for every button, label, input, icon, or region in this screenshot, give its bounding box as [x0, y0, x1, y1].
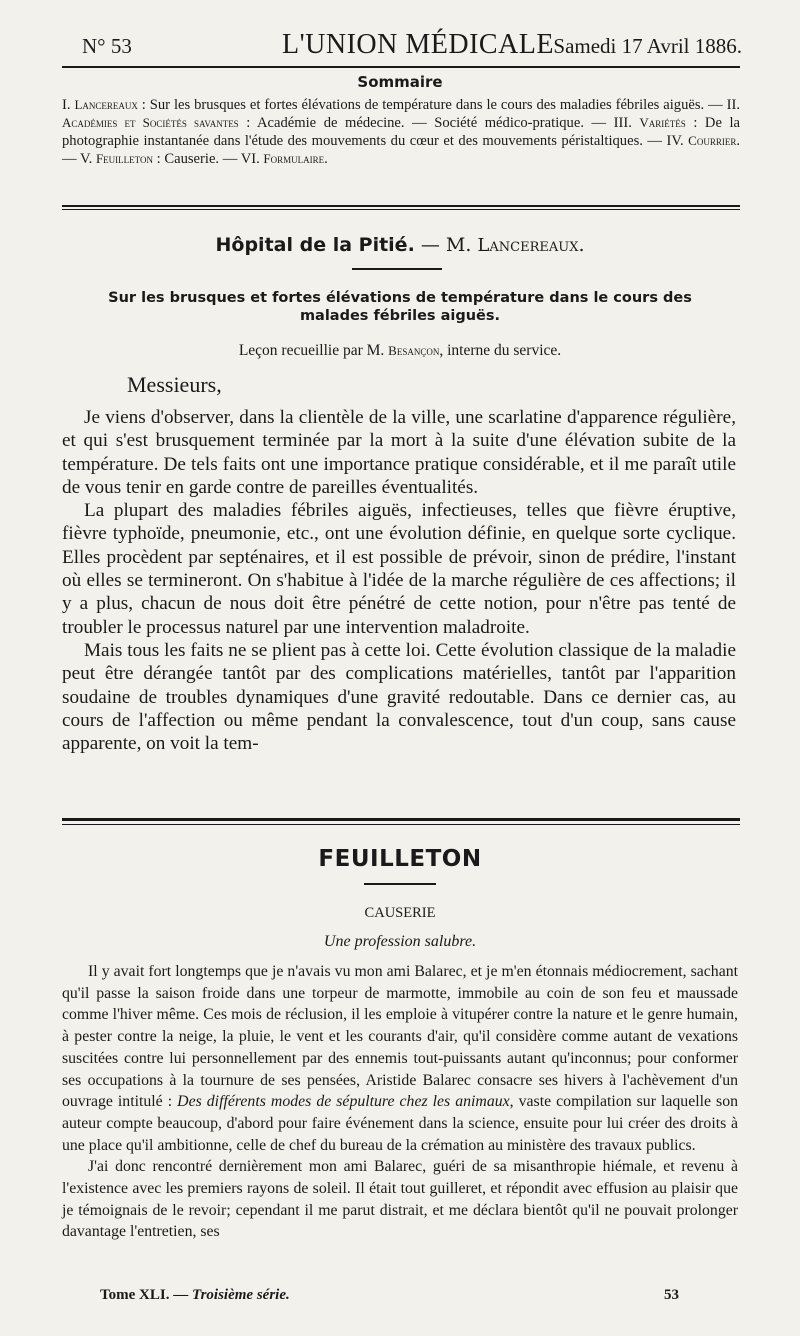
paragraph: [62, 961, 738, 1156]
paragraph: Mais tous les faits ne se plient pas à cette loi. Cette évolution classique de la maladie peut être dérangée tantôt par des complications matérielles, tantôt par l'apparition soudaine de troubles dynamiques d'une gravité redoutable. Dans ce dernier cas, au cours de l'affection ou même pendant la convalescence, tout d'un coup, sans cause apparente, on voit la tem-: [62, 639, 736, 755]
article-title: Sur les brusques et fortes élévations de température dans le cours des malades fébriles aiguës.: [108, 290, 692, 324]
sommaire-label: Variétés: [639, 115, 686, 130]
sommaire-rule-top: [62, 205, 740, 207]
footer-volume: [100, 1287, 290, 1304]
feuilleton-rule-top: [62, 818, 740, 821]
feuilleton-subtitle: Une profession salubre.: [323, 933, 477, 950]
sommaire-num: IV.: [666, 133, 684, 149]
sommaire-entry: .: [324, 151, 328, 167]
sommaire-label: Académies et Sociétés savantes: [62, 115, 239, 130]
feuilleton-section: CAUSERIE: [364, 905, 436, 921]
feuilleton-body: [62, 961, 738, 1243]
article-header-rule: [352, 268, 442, 270]
sommaire-entry: : Académie de médecine. — Société médico-pratique. —: [238, 115, 614, 131]
header-rule: [62, 66, 740, 68]
masthead: [82, 26, 742, 66]
author-end: .: [578, 234, 585, 256]
article-header: [0, 234, 800, 256]
sommaire-heading: Sommaire: [357, 73, 443, 91]
page-number: 53: [664, 1287, 679, 1303]
sommaire-num: II.: [726, 97, 740, 113]
sommaire-label: Feuilleton: [95, 151, 154, 166]
issue-number: N° 53: [82, 34, 132, 58]
text-run: Il y avait fort longtemps que je n'avais vu mon ami Balarec, et je m'en étonnais médiocrement, sachant qu'il passe la saison froide dans une torpeur de marmotte, immobile au coin de son feu et maussade comme l'hiver même. Ces mois de réclusion, il les emploie à vitupérer contre la nature et le genre humain, à pester contre la neige, la pluie, le vent et les courants d'air, qu'il considère comme autant de vexations suscitées contre lui personnellement par des ennemis tout-puissants autant qu'inconnus; pour conformer ses occupations à la tournure de ses pensées, Aristide Balarec consacre ses hivers à l'achèvement d'un ouvrage intitulé :: [62, 963, 738, 1111]
sommaire-label: Lancereaux: [74, 97, 138, 112]
paragraph: J'ai donc rencontré dernièrement mon ami Balarec, guéri de sa misanthropie hiémale, et revenu à l'existence avec les premiers rayons de soleil. Il était tout guilleret, et répondit avec effusion au plaisir que je témoignais de le revoir; cependant il me parut distrait, et me déclara bientôt qu'il ne pouvait prolonger davantage l'entretien, ses: [62, 1158, 738, 1241]
sommaire-label: Courrier: [688, 133, 737, 148]
paragraph: Je viens d'observer, dans la clientèle de la ville, une scarlatine d'apparence régulière, et qui s'est brusquement terminée par la mort à la suite d'une élévation subite de la température. De tels faits ont une importance pratique considérable, et il me paraît utile de vous tenir en garde contre de pareilles éventualités.: [62, 407, 736, 498]
feuilleton-title-rule: [364, 883, 436, 885]
sommaire-num: I.: [62, 97, 71, 113]
credit-name: Besançon: [388, 343, 440, 358]
sommaire-text: [62, 96, 740, 168]
sommaire-num: V.: [79, 151, 93, 167]
article-body: [62, 406, 736, 755]
paragraph: La plupart des maladies fébriles aiguës, infectieuses, telles que fièvre éruptive, fièvre typhoïde, pneumonie, etc., ont une évolution définie, en quelque sorte cyclique. Elles procèdent par septénaires, et il est possible de prévoir, sinon de prédire, l'instant où elles se termineront. On s'habitue à l'idée de la marche régulière de ces affections; il y a plus, chacun de nous doit être pénétré de cette notion, pour n'être pas tenté de troubler le processus naturel par une intervention maladroite.: [62, 500, 736, 638]
hospital-name: Hôpital de la Pitié.: [215, 234, 415, 256]
text-run: , vaste compilation sur laquelle son auteur compte beaucoup, d'abord pour faire événement dans la science, ensuite pour lui créer des droits à une place qu'il ambitionne, celle de chef du bureau de la crémation au ministère des travaux publics.: [62, 1093, 739, 1154]
credit-suffix: , interne du service.: [439, 342, 562, 359]
feuilleton-rule-bottom: [62, 824, 740, 825]
feuilleton-title: FEUILLETON: [318, 846, 482, 872]
sommaire-label: Formulaire: [263, 151, 325, 166]
sommaire-num: VI.: [240, 151, 260, 167]
salutation: Messieurs,: [127, 372, 222, 397]
journal-title: L'UNION MÉDICALE: [282, 29, 555, 60]
credit-prefix: Leçon recueillie par M.: [238, 342, 389, 359]
header-dash: — M.: [414, 234, 478, 256]
series-label: Troisième série.: [191, 1287, 290, 1303]
sommaire-num: III.: [613, 115, 632, 131]
issue-date: Samedi 17 Avril 1886.: [553, 34, 742, 58]
sommaire-entry: : De la photographie instantanée dans l'étude des mouvements du cœur et des mouvements péristaltiques. —: [62, 115, 740, 149]
lesson-credit: [0, 342, 800, 360]
sommaire-entry: : Sur les brusques et fortes élévations de température dans le cours des maladies fébriles aiguës. —: [137, 97, 727, 113]
book-title: Des différents modes de sépulture chez les animaux: [177, 1093, 510, 1111]
sommaire-rule-bottom: [62, 209, 740, 210]
sommaire-entry: . —: [62, 133, 740, 167]
volume-label: Tome XLI. —: [100, 1287, 192, 1303]
author-name: Lancereaux: [477, 235, 579, 256]
sommaire-entry: : Causerie. —: [153, 151, 241, 167]
